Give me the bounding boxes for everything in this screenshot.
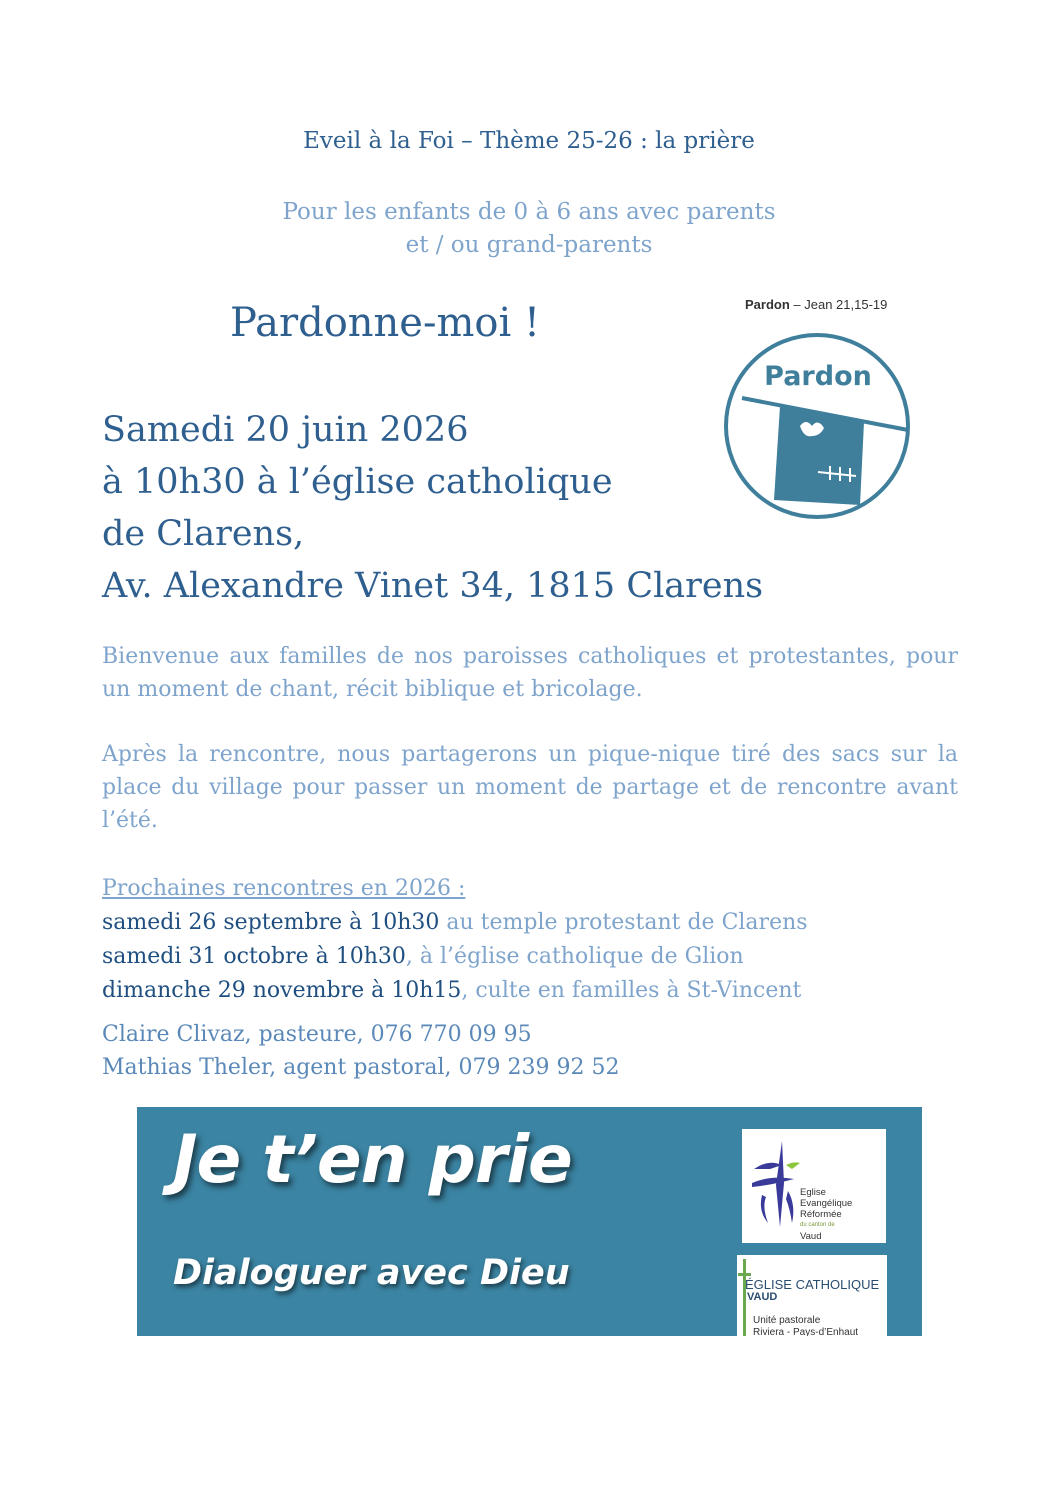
page-title: Pardonne-moi ! [230,300,541,346]
event-details [102,404,763,612]
meeting-item [102,940,808,974]
ecv-title: ÉGLISE CATHOLIQUE [745,1277,880,1292]
ecv-logo [737,1255,887,1336]
banner [137,1107,922,1336]
welcome-text: Bienvenue aux familles de nos paroisses catholiques et protestantes, pour un moment de chant, récit biblique et bricolage. [102,644,958,702]
meeting-date: dimanche 29 novembre à 10h15 [102,978,462,1003]
next-meetings-heading: Prochaines rencontres en 2026 : [102,876,466,901]
event-time-place: à 10h30 à l’église catholique [102,462,613,502]
meeting-item [102,906,808,940]
banner-subtitle: Dialoguer avec Dieu [173,1253,570,1293]
ecv-subtitle: VAUD [747,1291,778,1303]
meeting-date: samedi 31 octobre à 10h30 [102,944,406,969]
contact-agent: Mathias Theler, agent pastoral, 079 239 92 52 [102,1055,620,1080]
event-date: Samedi 20 juin 2026 [102,410,469,450]
event-address: Av. Alexandre Vinet 34, 1815 Clarens [102,566,764,606]
logo-label: Pardon [764,361,872,392]
after-text: Après la rencontre, nous partagerons un pique-nique tiré des sacs sur la place du village pour passer un moment de partage et de rencontre avant l’été. [102,742,958,833]
eerv-logo [742,1129,886,1243]
ecv-unit: Unité pastorale Riviera - Pays-d’Enhaut [753,1315,859,1336]
bible-reference [745,297,887,312]
meeting-place: au temple protestant de Clarens [439,910,808,935]
cross-icon [748,1139,800,1229]
next-meetings [102,872,808,1008]
reference-bold: Pardon [745,297,790,312]
eerv-name: Eglise Evangélique Réformée du canton de Vaud [800,1187,853,1242]
event-town: de Clarens, [102,514,305,554]
audience-line-2: et / ou grand-parents [405,232,653,258]
contact-pastor: Claire Clivaz, pasteure, 076 770 09 95 [102,1022,532,1047]
logo-cloth [774,406,864,505]
contacts [102,1018,620,1084]
header-theme: Eveil à la Foi – Thème 25-26 : la prière [303,128,755,154]
reference-rest: – Jean 21,15-19 [789,297,888,312]
meeting-place: , culte en familles à St-Vincent [461,978,802,1003]
meeting-date: samedi 26 septembre à 10h30 [102,910,440,935]
meeting-place: , à l’église catholique de Glion [405,944,744,969]
banner-title: Je t’en prie [173,1121,572,1198]
audience-text [0,196,1058,262]
meeting-item [102,974,808,1008]
audience-line-1: Pour les enfants de 0 à 6 ans avec parents [282,199,776,225]
